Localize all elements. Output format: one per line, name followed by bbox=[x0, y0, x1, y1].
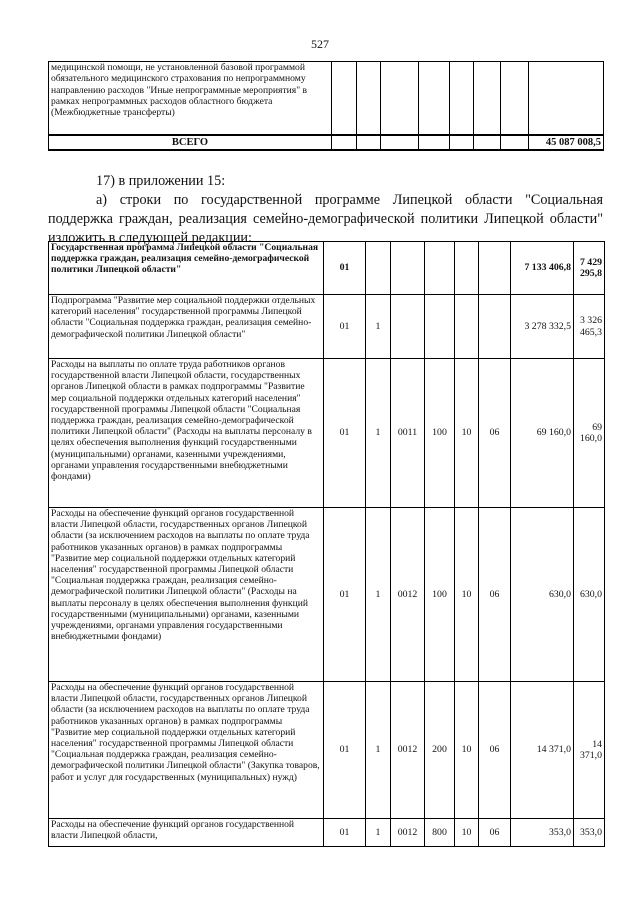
table-row bbox=[49, 359, 605, 508]
subprogram-cell: 1 bbox=[366, 359, 391, 508]
paragraph-item-17: 17) в приложении 15: bbox=[96, 173, 226, 189]
table-cell bbox=[381, 135, 419, 150]
direction-cell: 0012 bbox=[391, 682, 425, 819]
value-year2-cell: 3 326 465,3 bbox=[574, 295, 605, 359]
direction-cell: 0012 bbox=[391, 819, 425, 847]
subsection-cell: 06 bbox=[479, 359, 511, 508]
table-cell bbox=[501, 135, 529, 150]
expense-type-cell: 800 bbox=[425, 819, 455, 847]
budget-table bbox=[48, 241, 605, 847]
row-description: медицинской помощи, не установленной базовой программой обязательного медицинского страхования по непрограммному направлению расходов "Иные непрограммные мероприятия" в рамках непрограммных расходов областного бюджета (Межбюджетные трансферты) bbox=[49, 62, 332, 136]
direction-cell bbox=[391, 242, 425, 295]
value-year1-cell: 630,0 bbox=[511, 508, 574, 682]
row-description: Расходы на обеспечение функций органов государственной власти Липецкой области, государственных органов Липецкой области (за исключением расходов на выплаты по оплате труда работников указанных органов) в рамках подпрограммы "Развитие мер социальной поддержки отдельных категорий населения" государственной программы Липецкой области "Социальная поддержка граждан, реализация семейно-демографической политики Липецкой области" (Закупка товаров, работ и услуг для государственных (муниципальных) нужд) bbox=[49, 682, 324, 819]
total-row bbox=[49, 135, 604, 150]
value-year2-cell: 14 371,0 bbox=[574, 682, 605, 819]
value-year1-cell: 353,0 bbox=[511, 819, 574, 847]
value-year1-cell: 3 278 332,5 bbox=[511, 295, 574, 359]
table-row bbox=[49, 242, 605, 295]
table-cell bbox=[419, 135, 450, 150]
table-cell bbox=[450, 135, 474, 150]
subsection-cell bbox=[479, 295, 511, 359]
direction-cell: 0012 bbox=[391, 508, 425, 682]
table-row bbox=[49, 508, 605, 682]
subprogram-cell: 1 bbox=[366, 682, 391, 819]
row-description: Расходы на обеспечение функций органов государственной власти Липецкой области, bbox=[49, 819, 324, 847]
row-description: Расходы на выплаты по оплате труда работников органов государственной власти Липецкой области, государственных органов Липецкой области в рамках подпрограммы "Развитие мер социальной поддержки отдельных категорий населения" государственной программы Липецкой области "Социальная поддержка граждан, реализация семейно-демографической политики Липецкой области" (Расходы на выплаты персоналу в целях обеспечения выполнения функций государственными (муниципальными) органами, казенными учреждениями, органами управления государственными внебюджетными фондами) bbox=[49, 359, 324, 508]
expense-type-cell bbox=[425, 295, 455, 359]
subprogram-cell bbox=[366, 242, 391, 295]
section-cell: 10 bbox=[455, 682, 479, 819]
expense-type-cell bbox=[425, 242, 455, 295]
table-cell bbox=[450, 62, 474, 136]
gp-code-cell: 01 bbox=[324, 359, 366, 508]
gp-code-cell: 01 bbox=[324, 682, 366, 819]
value-year2-cell: 69 160,0 bbox=[574, 359, 605, 508]
value-year2-cell: 630,0 bbox=[574, 508, 605, 682]
subsection-cell: 06 bbox=[479, 682, 511, 819]
subsection-cell: 06 bbox=[479, 819, 511, 847]
expense-type-cell: 100 bbox=[425, 508, 455, 682]
table-cell bbox=[501, 62, 529, 136]
table-cell bbox=[332, 62, 357, 136]
table-cell bbox=[332, 135, 357, 150]
expense-type-cell: 200 bbox=[425, 682, 455, 819]
paragraph-instruction: а) строки по государственной программе Липецкой области "Социальная поддержка граждан, реализация семейно-демографической политики Липецкой области" изложить в следующей редакции: bbox=[48, 192, 603, 246]
direction-cell: 0011 bbox=[391, 359, 425, 508]
table-row bbox=[49, 819, 605, 847]
value-year2-cell: 7 429 295,8 bbox=[574, 242, 605, 295]
section-cell: 10 bbox=[455, 819, 479, 847]
value-year2-cell: 353,0 bbox=[574, 819, 605, 847]
value-year1-cell: 14 371,0 bbox=[511, 682, 574, 819]
subsection-cell: 06 bbox=[479, 508, 511, 682]
total-label: ВСЕГО bbox=[49, 135, 332, 150]
table-cell bbox=[381, 62, 419, 136]
expense-type-cell: 100 bbox=[425, 359, 455, 508]
gp-code-cell: 01 bbox=[324, 508, 366, 682]
table-row bbox=[49, 295, 605, 359]
subsection-cell bbox=[479, 242, 511, 295]
section-cell bbox=[455, 242, 479, 295]
value-year1-cell: 69 160,0 bbox=[511, 359, 574, 508]
table-cell bbox=[474, 62, 501, 136]
subprogram-cell: 1 bbox=[366, 819, 391, 847]
row-description: Подпрограмма "Развитие мер социальной поддержки отдельных категорий населения" государственной программы Липецкой области "Социальная поддержка граждан, реализация семейно-демографической политики Липецкой области" bbox=[49, 295, 324, 359]
gp-code-cell: 01 bbox=[324, 242, 366, 295]
table-cell bbox=[419, 62, 450, 136]
row-description: Государственная программа Липецкой области "Социальная поддержка граждан, реализация семейно-демографической политики Липецкой области" bbox=[49, 242, 324, 295]
section-cell: 10 bbox=[455, 508, 479, 682]
section-cell bbox=[455, 295, 479, 359]
gp-code-cell: 01 bbox=[324, 295, 366, 359]
value-year1-cell: 7 133 406,8 bbox=[511, 242, 574, 295]
section-cell: 10 bbox=[455, 359, 479, 508]
page-number: 527 bbox=[311, 37, 329, 51]
subprogram-cell: 1 bbox=[366, 295, 391, 359]
table-row bbox=[49, 682, 605, 819]
table-cell bbox=[357, 135, 381, 150]
previous-table-tail bbox=[48, 61, 604, 151]
table-cell bbox=[357, 62, 381, 136]
direction-cell bbox=[391, 295, 425, 359]
row-description: Расходы на обеспечение функций органов государственной власти Липецкой области, государственных органов Липецкой области (за исключением расходов на выплаты по оплате труда работников указанных органов) в рамках подпрограммы "Развитие мер социальной поддержки отдельных категорий населения" государственной программы Липецкой области "Социальная поддержка граждан, реализация семейно-демографической политики Липецкой области" (Расходы на выплаты персоналу в целях обеспечения выполнения функций государственными (муниципальными) органами, казенными учреждениями, органами управления государственными внебюджетными фондами) bbox=[49, 508, 324, 682]
table-cell bbox=[474, 135, 501, 150]
subprogram-cell: 1 bbox=[366, 508, 391, 682]
table-cell bbox=[529, 62, 604, 136]
total-value: 45 087 008,5 bbox=[529, 135, 604, 150]
gp-code-cell: 01 bbox=[324, 819, 366, 847]
table-row bbox=[49, 62, 604, 136]
